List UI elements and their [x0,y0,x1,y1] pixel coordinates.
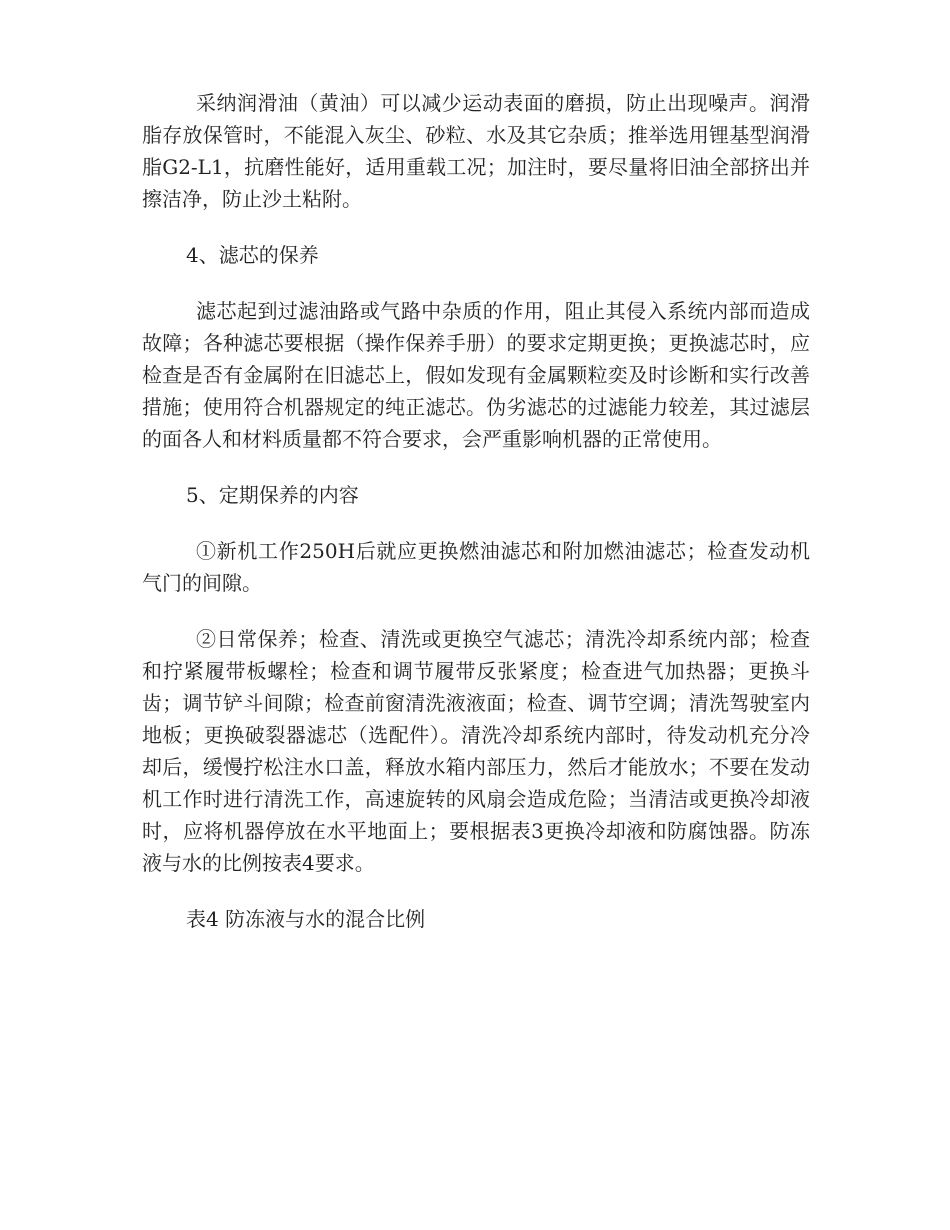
table-caption: 表4 防冻液与水的混合比例 [186,907,426,931]
paragraph-item-1: ①新机工作250H后就应更换燃油滤芯和附加燃油滤芯；检查发动机气门的间隙。 [142,539,810,595]
paragraph-lubricant: 采纳润滑油（黄油）可以减少运动表面的磨损，防止出现噪声。润滑脂存放保管时，不能混入灰尘、砂粒、水及其它杂质；推举选用锂基型润滑脂G2-L1，抗磨性能好，适用重载工况；加注时，要尽量将旧油全部挤出并擦洁净，防止沙土粘附。 [142,91,810,211]
paragraph-item-2: ②日常保养；检查、清洗或更换空气滤芯；清洗冷却系统内部；检查和拧紧履带板螺栓；检查和调节履带反张紧度；检查进气加热器；更换斗齿；调节铲斗间隙；检查前窗清洗液液面；检查、调节空调；清洗驾驶室内地板；更换破裂器滤芯（选配件）。清洗冷却系统内部时，待发动机充分冷却后，缓慢拧松注水口盖，释放水箱内部压力，然后才能放水；不要在发动机工作时进行清洗工作，高速旋转的风扇会造成危险；当清洁或更换冷却液时，应将机器停放在水平地面上；要根据表3更换冷却液和防腐蚀器。防冻液与水的比例按表4要求。 [142,627,810,875]
heading-periodic-maintenance: 5、定期保养的内容 [186,483,359,507]
heading-filter-maintenance: 4、滤芯的保养 [186,243,319,267]
document-page [142,87,810,935]
paragraph-filter: 滤芯起到过滤油路或气路中杂质的作用，阻止其侵入系统内部而造成故障；各种滤芯要根据（操作保养手册）的要求定期更换；更换滤芯时，应检查是否有金属附在旧滤芯上，假如发现有金属颗粒奕及时诊断和实行改善措施；使用符合机器规定的纯正滤芯。伪劣滤芯的过滤能力较差，其过滤层的面各人和材料质量都不符合要求，会严重影响机器的正常使用。 [142,299,810,451]
